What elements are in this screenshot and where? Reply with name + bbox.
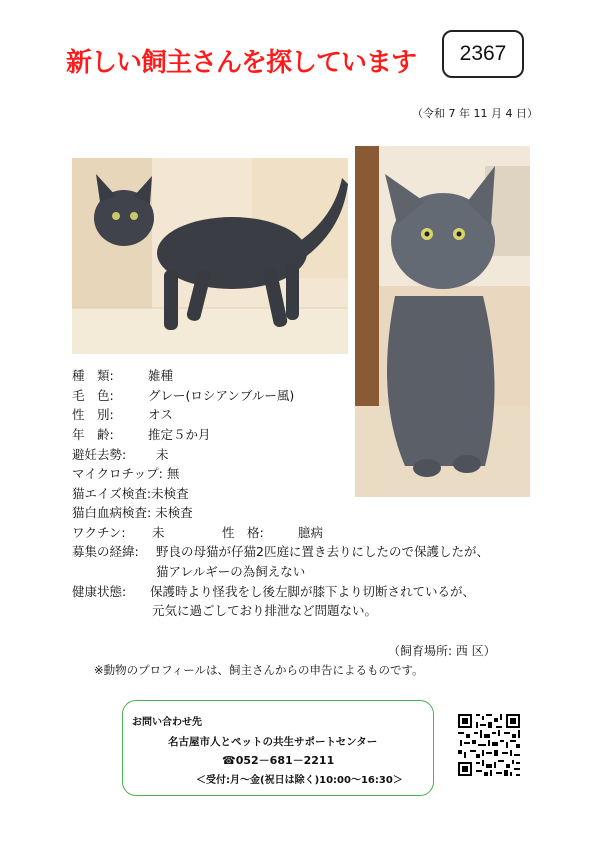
breed-label: 種 類: xyxy=(72,368,114,383)
contact-organization: 名古屋市人とペットの共生サポートセンター xyxy=(168,736,378,748)
personality-value: 臆病 xyxy=(298,525,324,540)
neuter-value: 未 xyxy=(156,447,169,462)
breed-row xyxy=(72,367,173,384)
cat-photo-sitting xyxy=(355,146,530,497)
contact-phone[interactable]: ☎052－681－2211 xyxy=(222,754,335,767)
contact-heading: お問い合わせ先 xyxy=(132,717,202,728)
fiv-value: 未検査 xyxy=(151,486,189,501)
health-line2: 元気に過ごしており排泄など問題ない。 xyxy=(152,603,378,618)
age-label: 年 齢: xyxy=(72,427,114,442)
sex-row xyxy=(72,406,173,423)
color-label: 毛 色: xyxy=(72,388,114,403)
cat-photo-walking xyxy=(72,158,348,354)
health-label: 健康状態: xyxy=(72,584,127,599)
felv-row xyxy=(72,504,193,521)
health-line1: 保護時より怪我をし後左脚が膝下より切断されているが、 xyxy=(150,584,476,599)
id-number-badge: 2367 xyxy=(442,30,524,78)
sex-value: オス xyxy=(148,407,173,422)
personality-label: 性 格: xyxy=(222,525,264,540)
disclaimer-note: ※動物のプロフィールは、飼主さんからの申告によるものです。 xyxy=(94,663,424,677)
neuter-label: 避妊去勢: xyxy=(72,447,127,462)
reason-line2: 猫アレルギーの為飼えない xyxy=(156,564,306,579)
sex-label: 性 別: xyxy=(72,407,114,422)
felv-value: 未検査 xyxy=(155,505,193,520)
microchip-label: マイクロチップ: xyxy=(72,466,163,481)
reason-row xyxy=(72,543,489,560)
age-value: 推定５か月 xyxy=(148,427,211,442)
felv-label: 猫白血病検査: xyxy=(72,505,152,520)
fiv-label: 猫エイズ検査: xyxy=(72,486,152,501)
qr-code[interactable] xyxy=(456,712,522,778)
location: （飼育場所: 西 区） xyxy=(388,644,496,658)
age-row xyxy=(72,426,211,443)
contact-hours: ＜受付:月～金(祝日は除く)10:00～16:30＞ xyxy=(196,775,403,786)
color-row xyxy=(72,387,294,404)
microchip-value: 無 xyxy=(166,466,180,481)
reason-line1: 野良の母猫が仔猫2匹庭に置き去りにしたので保護したが、 xyxy=(156,544,489,559)
vaccine-value: 未 xyxy=(152,525,165,540)
breed-value: 雑種 xyxy=(148,368,174,383)
vaccine-row xyxy=(72,524,323,541)
health-row xyxy=(72,583,475,600)
reason-label: 募集の経緯: xyxy=(72,544,139,559)
page-title: 新しい飼主さんを探しています xyxy=(66,48,417,78)
microchip-row xyxy=(72,465,179,482)
color-value: グレー(ロシアンブルー風) xyxy=(148,388,295,403)
neuter-row xyxy=(72,446,169,463)
posting-date: （令和 7 年 11 月 4 日） xyxy=(412,107,538,120)
fiv-row xyxy=(72,485,189,502)
vaccine-label: ワクチン: xyxy=(72,525,126,540)
